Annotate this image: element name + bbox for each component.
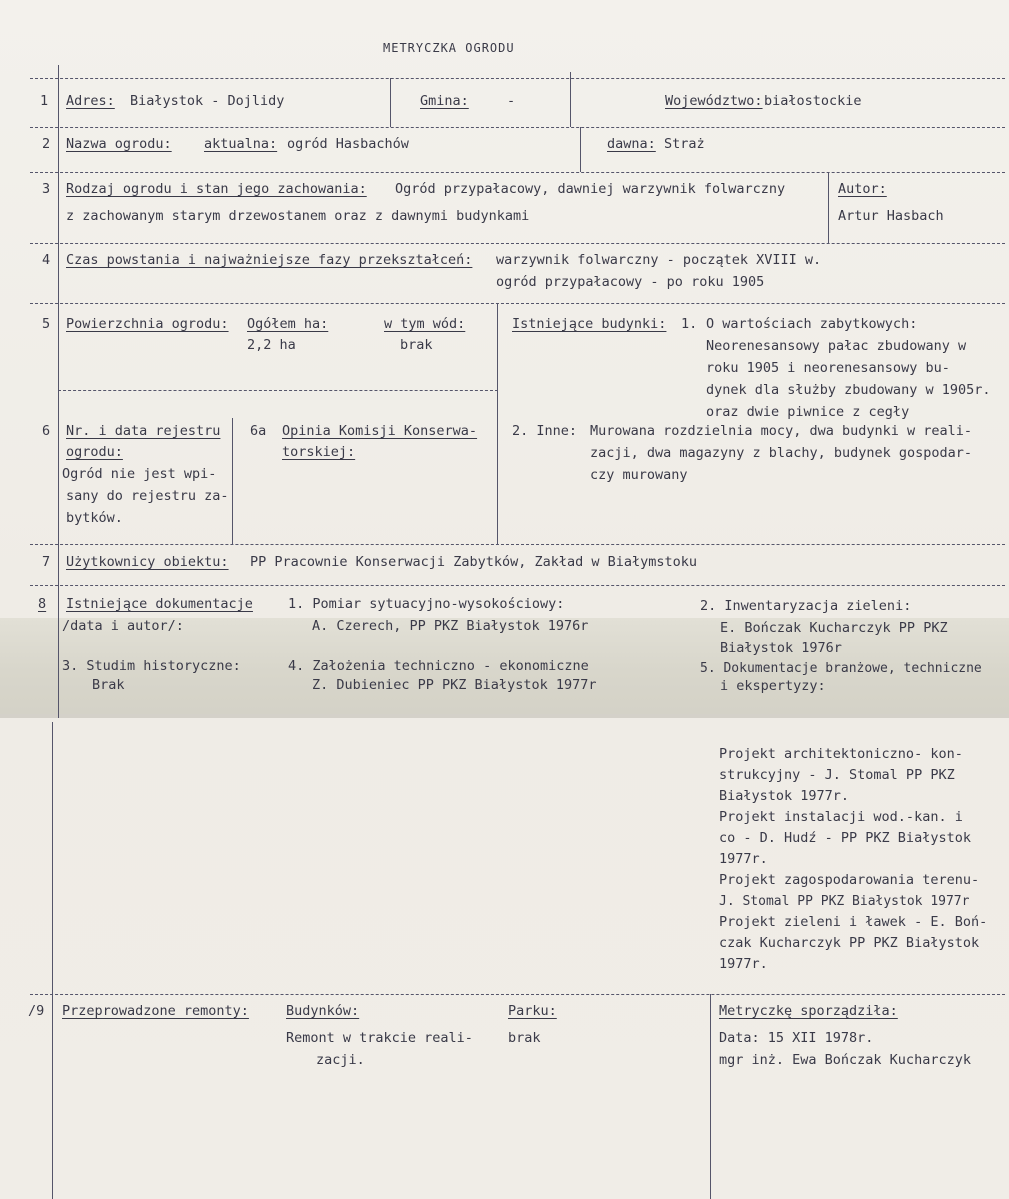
dok-item-3-title: 3. Studim historyczne: bbox=[62, 658, 241, 674]
row-number: 3 bbox=[42, 181, 51, 197]
col-r6 bbox=[232, 418, 233, 544]
dok-cont-line: 1977r. bbox=[719, 851, 768, 867]
dok-cont-line: 1977r. bbox=[719, 956, 768, 972]
row-number: /9 bbox=[28, 1003, 45, 1019]
powierzchnia-label: Powierzchnia ogrodu: bbox=[66, 316, 229, 332]
uzytkownicy-label: Użytkownicy obiektu: bbox=[66, 554, 229, 570]
wod-value: brak bbox=[400, 337, 433, 353]
czas-label: Czas powstania i najważniejsze fazy przekształceń: bbox=[66, 252, 473, 268]
row-number: 4 bbox=[42, 252, 51, 268]
remonty-label: Przeprowadzone remonty: bbox=[62, 1003, 249, 1019]
col-left bbox=[58, 65, 59, 718]
budynki-1-line: dynek dla służby zbudowany w 1905r. bbox=[706, 382, 991, 398]
opinia-label: Opinia Komisji Konserwa- bbox=[282, 423, 478, 439]
rule-top bbox=[30, 78, 1005, 79]
metryczke-label: Metryczkę sporządziła: bbox=[719, 1003, 898, 1019]
autor-value: Artur Hasbach bbox=[838, 208, 944, 224]
nazwa-label: Nazwa ogrodu: bbox=[66, 136, 172, 152]
dok-item-5-line: i ekspertyzy: bbox=[720, 678, 826, 694]
rule-1 bbox=[30, 127, 1005, 128]
budynki-label: Istniejące budynki: bbox=[512, 316, 667, 332]
dok-cont-line: Projekt zieleni i ławek - E. Boń- bbox=[719, 914, 988, 930]
row-number-6a: 6a bbox=[250, 423, 267, 439]
row-number: 7 bbox=[42, 554, 51, 570]
page-title: METRYCZKA OGRODU bbox=[383, 41, 515, 55]
dok-item-1-title: 1. Pomiar sytuacyjno-wysokościowy: bbox=[288, 596, 565, 612]
uzytkownicy-value: PP Pracownie Konserwacji Zabytków, Zakład w Białymstoku bbox=[250, 554, 698, 570]
row-number: 5 bbox=[42, 316, 51, 332]
metryczke-author: mgr inż. Ewa Bończak Kucharczyk bbox=[719, 1052, 971, 1068]
dokumentacje-label-2: /data i autor/: bbox=[62, 618, 184, 634]
dawna-label: dawna: bbox=[607, 136, 656, 152]
col-r1-a bbox=[390, 78, 391, 127]
budynki-1-line: roku 1905 i neorenesansowy bu- bbox=[706, 360, 950, 376]
budynkow-label: Budynków: bbox=[286, 1003, 360, 1019]
col-r2 bbox=[580, 127, 581, 172]
ogolem-label: Ogółem ha: bbox=[247, 316, 329, 332]
ogolem-value: 2,2 ha bbox=[247, 337, 296, 353]
budynki-1-line: Neorenesansowy pałac zbudowany w bbox=[706, 338, 967, 354]
inne-line: zacji, dwa magazyny z blachy, budynek gospodar- bbox=[590, 445, 973, 461]
rodzaj-line-2: z zachowanym starym drzewostanem oraz z dawnymi budynkami bbox=[66, 208, 530, 224]
dok-item-1-value: A. Czerech, PP PKZ Białystok 1976r bbox=[312, 618, 589, 634]
paper-seam bbox=[0, 714, 1009, 718]
inne-label: 2. Inne: bbox=[512, 423, 578, 439]
col-left-lower bbox=[52, 722, 53, 1199]
dok-cont-line: J. Stomal PP PKZ Białystok 1977r bbox=[719, 894, 970, 909]
rejestr-line: bytków. bbox=[66, 510, 123, 526]
rule-8 bbox=[30, 994, 1005, 995]
rejestr-label: Nr. i data rejestru bbox=[66, 423, 221, 439]
col-r5 bbox=[497, 303, 498, 544]
aktualna-label: aktualna: bbox=[204, 136, 278, 152]
parku-value: brak bbox=[508, 1030, 541, 1046]
metryczke-date: Data: 15 XII 1978r. bbox=[719, 1030, 874, 1046]
budynki-1-no: 1. bbox=[681, 316, 698, 332]
gmina-label: Gmina: bbox=[420, 93, 469, 109]
rule-7 bbox=[30, 585, 1005, 586]
dok-item-3-value: Brak bbox=[92, 677, 125, 693]
rodzaj-line-1: Ogród przypałacowy, dawniej warzywnik folwarczny bbox=[395, 181, 786, 197]
budynkow-line: zacji. bbox=[316, 1052, 365, 1068]
rule-5 bbox=[58, 390, 498, 391]
dokumentacje-label: Istniejące dokumentacje bbox=[66, 596, 253, 612]
dok-item-2-line: Białystok 1976r bbox=[720, 640, 842, 656]
inne-line: Murowana rozdzielnia mocy, dwa budynki w reali- bbox=[590, 423, 973, 439]
rejestr-label-2: ogrodu: bbox=[66, 444, 123, 460]
rule-4 bbox=[30, 303, 1005, 304]
adres-label: Adres: bbox=[66, 93, 115, 109]
inne-line: czy murowany bbox=[590, 467, 688, 483]
dok-cont-line: czak Kucharczyk PP PKZ Białystok bbox=[719, 935, 980, 951]
dok-cont-line: Projekt zagospodarowania terenu- bbox=[719, 872, 980, 888]
adres-value: Białystok - Dojlidy bbox=[130, 93, 285, 109]
czas-line-1: warzywnik folwarczny - początek XVIII w. bbox=[496, 252, 822, 268]
rejestr-line: sany do rejestru za- bbox=[66, 488, 229, 504]
parku-label: Parku: bbox=[508, 1003, 557, 1019]
col-r3 bbox=[828, 172, 829, 243]
row-number: 1 bbox=[40, 93, 49, 109]
row-number: 2 bbox=[42, 136, 51, 152]
wojewodztwo-label: Województwo: bbox=[665, 93, 763, 109]
row-number: 6 bbox=[42, 423, 51, 439]
rodzaj-label: Rodzaj ogrodu i stan jego zachowania: bbox=[66, 181, 367, 197]
dok-cont-line: strukcyjny - J. Stomal PP PKZ bbox=[719, 767, 955, 783]
dawna-value: Straż bbox=[664, 136, 705, 152]
opinia-label-2: torskiej: bbox=[282, 444, 356, 460]
dok-item-2-line: E. Bończak Kucharczyk PP PKZ bbox=[720, 620, 948, 636]
wojewodztwo-value: białostockie bbox=[764, 93, 862, 109]
dok-cont-line: Projekt architektoniczno- kon- bbox=[719, 746, 963, 762]
dok-item-4-value: Z. Dubieniec PP PKZ Białystok 1977r bbox=[312, 677, 597, 693]
czas-line-2: ogród przypałacowy - po roku 1905 bbox=[496, 274, 765, 290]
rule-2 bbox=[30, 172, 1005, 173]
dok-cont-line: Projekt instalacji wod.-kan. i bbox=[719, 809, 963, 825]
dok-cont-line: Białystok 1977r. bbox=[719, 788, 850, 804]
aktualna-value: ogród Hasbachów bbox=[287, 136, 409, 152]
autor-label: Autor: bbox=[838, 181, 887, 197]
rule-6 bbox=[30, 544, 1005, 545]
rejestr-line: Ogród nie jest wpi- bbox=[62, 466, 217, 482]
col-r1-b bbox=[570, 72, 571, 127]
budynkow-line: Remont w trakcie reali- bbox=[286, 1030, 473, 1046]
gmina-value: - bbox=[507, 93, 516, 109]
wod-label: w tym wód: bbox=[384, 316, 466, 332]
dok-item-5-line: 5. Dokumentacje branżowe, techniczne bbox=[700, 661, 982, 676]
dok-item-4-title: 4. Założenia techniczno - ekonomiczne bbox=[288, 658, 589, 674]
budynki-1-label: O wartościach zabytkowych: bbox=[706, 316, 918, 332]
dok-cont-line: co - D. Hudź - PP PKZ Białystok bbox=[719, 830, 971, 846]
row-number: 8 bbox=[38, 596, 47, 612]
dok-item-2-title: 2. Inwentaryzacja zieleni: bbox=[700, 598, 912, 614]
col-r9 bbox=[710, 994, 711, 1199]
rule-3 bbox=[30, 243, 1005, 244]
budynki-1-line: oraz dwie piwnice z cegły bbox=[706, 404, 910, 420]
